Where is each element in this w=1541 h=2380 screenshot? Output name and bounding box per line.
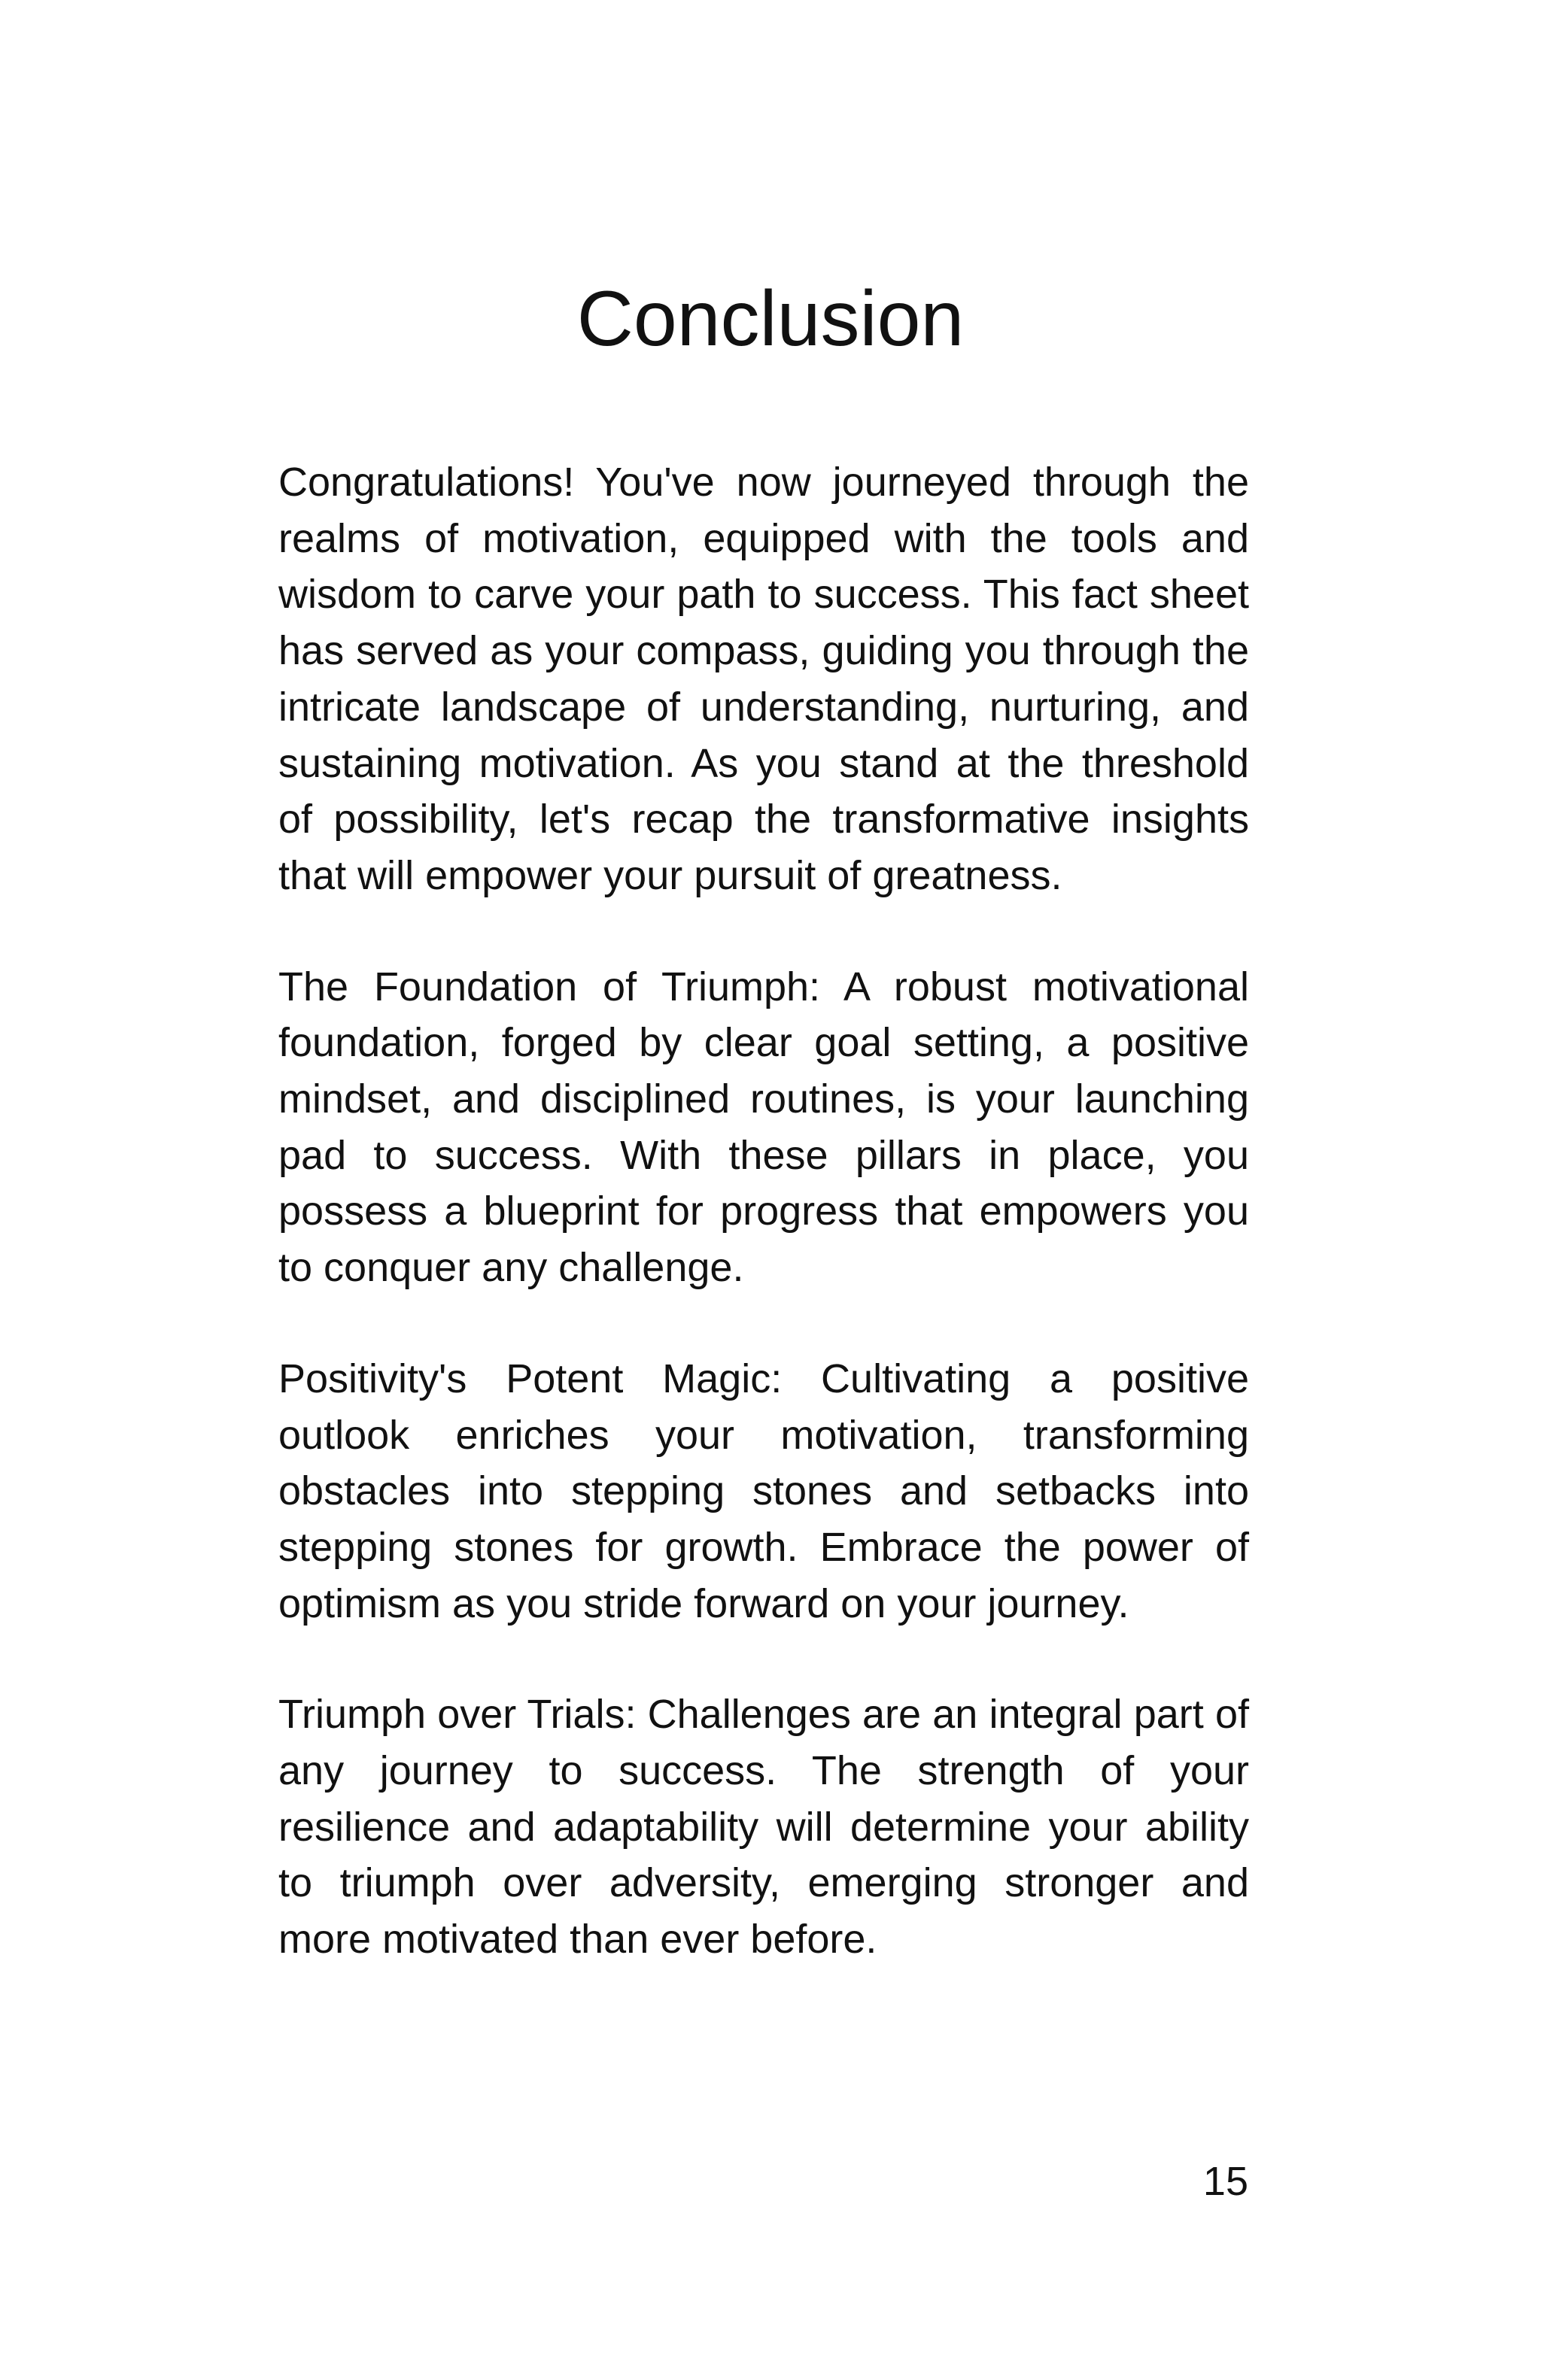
page-title: Conclusion [576,275,965,363]
body-text [278,454,1249,2023]
paragraph-foundation-of-triumph: The Foundation of Triumph: A robust motivational foundation, forged by clear goal setting, a positive mindset, and disciplined routines, is your launching pad to success. With these pillars in place, you possess a blueprint for progress that empowers you to conquer any challenge. [278,964,1249,1291]
paragraph-positivity: Positivity's Potent Magic: Cultivating a positive outlook enriches your motivation, transforming obstacles into stepping stones and setbacks into stepping stones for growth. Embrace the power of optimism as you stride forward on your journey. [278,1355,1249,1626]
page-number: 15 [1202,2159,1248,2204]
paragraph-triumph-over-trials: Triumph over Trials: Challenges are an integral part of any journey to success. The strength of your resilience and adaptability will determine your ability to triumph over adversity, emerging stronger and more motivated than ever before. [278,1692,1249,1963]
paragraph-intro: Congratulations! You've now journeyed through the realms of motivation, equipped with the tools and wisdom to carve your path to success. This fact sheet has served as your compass, guiding you through the intricate landscape of understanding, nurturing, and sustaining motivation. As you stand at the threshold of possibility, let's recap the transformative insights that will empower your pursuit of greatness. [278,460,1249,898]
